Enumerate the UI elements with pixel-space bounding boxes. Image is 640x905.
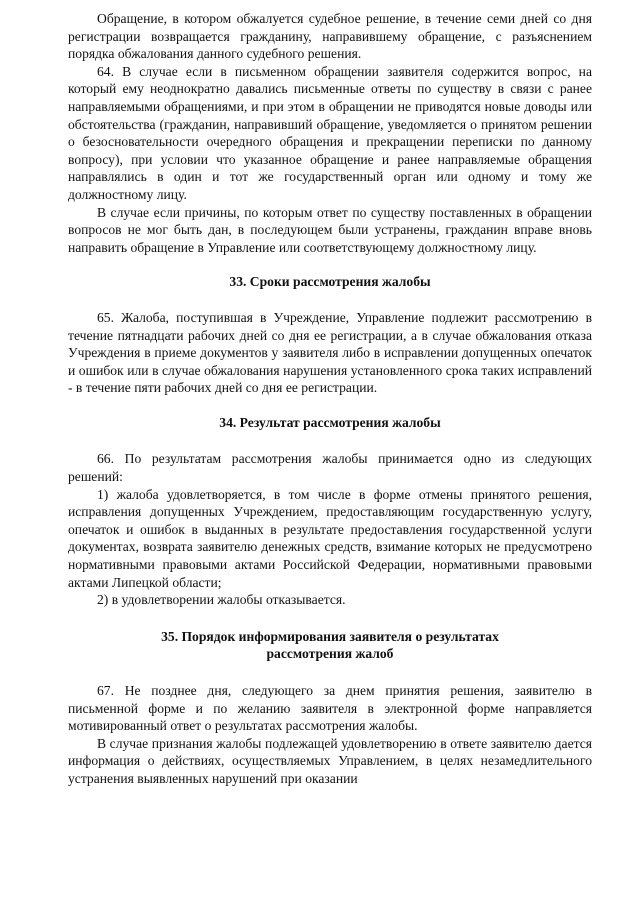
paragraph-65: 65. Жалоба, поступившая в Учреждение, Управление подлежит рассмотрению в течение пятнадцати рабочих дней со дня ее регистрации, а в случае обжалования отказа Учреждения в приеме документов у заявителя либо в исправлении допущенных опечаток и ошибок или в случае обжалования нарушения установленного срока таких исправлений - в течение пяти рабочих дней со дня ее регистрации. (68, 309, 592, 396)
paragraph-reasons-eliminated: В случае если причины, по которым ответ по существу поставленных в обращении вопросов не мог быть дан, в последующем были устранены, гражданин вправе вновь направить обращение в Управление или соответствующему должностному лицу. (68, 204, 592, 255)
paragraph-66: 66. По результатам рассмотрения жалобы принимается одно из следующих решений: (68, 451, 592, 485)
paragraph-64: 64. В случае если в письменном обращении заявителя содержится вопрос, на который ему неоднократно давались письменные ответы по существу в связи с ранее направляемыми обращениями, и при этом в обращении не приводятся новые доводы или обстоятельства (гражданин, направивший обращение, уведомляется о принятом решении о безосновательности очередного обращения и прекращении переписки по данному вопросу), при условии что указанное обращение и ранее направляемые обращения направлялись в один и тот же государственный орган или одному и тому же должностному лицу. (68, 63, 592, 202)
paragraph-66-item-1: 1) жалоба удовлетворяется, в том числе в форме отмены принятого решения, исправления допущенных Учреждением, предоставляющим государственную услугу, опечаток и ошибок в выданных в результате предоставления государственной услуги документах, возврата заявителю денежных средств, взимание которых не предусмотрено нормативными правовыми актами Российской Федерации, нормативными правовыми актами Липецкой области; (68, 486, 592, 590)
document-body (68, 10, 592, 788)
paragraph-complaint-satisfied: В случае признания жалобы подлежащей удовлетворению в ответе заявителю дается информация о действиях, осуществляемых Управлением, в целях незамедлительного устранения выявленных нарушений при оказании (68, 735, 592, 786)
section-35-title-line-1: 35. Порядок информирования заявителя о результатах (161, 628, 499, 644)
section-34-title: 34. Результат рассмотрения жалобы (219, 414, 441, 430)
section-35-title-line-2: рассмотрения жалоб (266, 646, 394, 662)
section-33-title: 33. Сроки рассмотрения жалобы (229, 274, 431, 290)
section-35-title (68, 628, 592, 663)
paragraph-court-decision-appeal: Обращение, в котором обжалуется судебное решение, в течение семи дней со дня регистрации возвращается гражданину, направившему обращение, с разъяснением порядка обжалования данного судебного решения. (68, 11, 592, 62)
paragraph-67: 67. Не позднее дня, следующего за днем принятия решения, заявителю в письменной форме и по желанию заявителя в электронной форме направляется мотивированный ответ о результатах рассмотрения жалобы. (68, 683, 592, 734)
paragraph-66-item-2: 2) в удовлетворении жалобы отказывается. (97, 592, 346, 608)
